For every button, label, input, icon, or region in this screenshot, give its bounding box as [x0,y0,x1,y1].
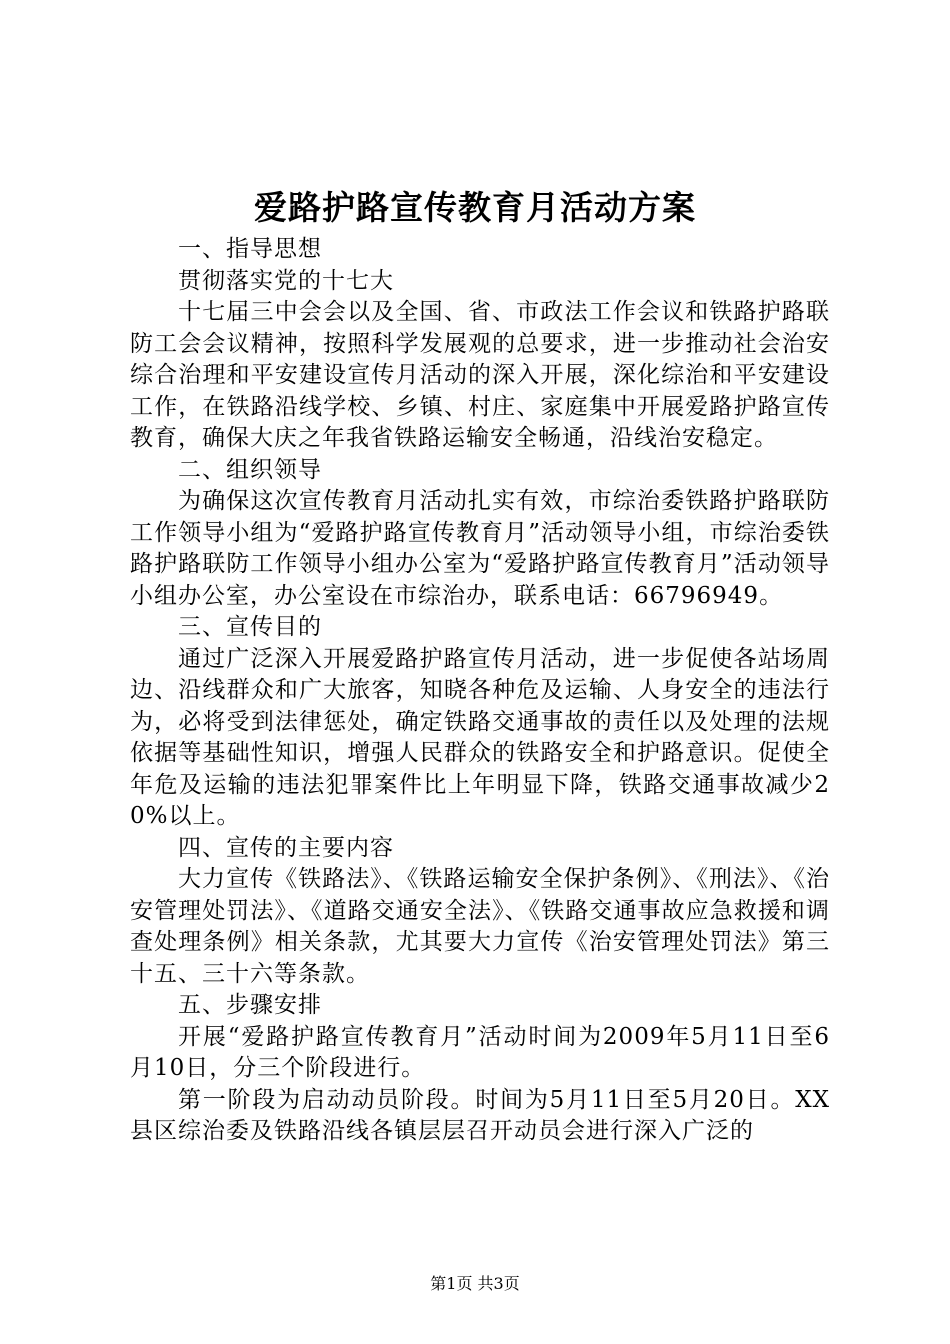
section-heading-main-content: 四、宣传的主要内容 [178,834,394,861]
paragraph: 开展“爱路护路宣传教育月”活动时间为2009年5月11日至6月10日，分三个阶段进行。 [130,1023,830,1081]
paragraph: 通过广泛深入开展爱路护路宣传月活动，进一步促使各站场周边、沿线群众和广大旅客，知晓各种危及运输、人身安全的违法行为，必将受到法律惩处，确定铁路交通事故的责任以及处理的法规依据等基础性知识，增强人民群众的铁路安全和护路意识。促使全年危及运输的违法犯罪案件比上年明显下降，铁路交通事故减少20%以上。 [130,645,830,829]
paragraph: 贯彻落实党的十七大 [178,267,394,294]
paragraph: 十七届三中会会以及全国、省、市政法工作会议和铁路护路联防工会会议精神，按照科学发展观的总要求，进一步推动社会治安综合治理和平安建设宣传月活动的深入开展，深化综治和平安建设工作，在铁路沿线学校、乡镇、村庄、家庭集中开展爱路护路宣传教育，确保大庆之年我省铁路运输安全畅通，沿线治安稳定。 [130,299,830,451]
page-number-footer: 第1页 共3页 [430,1274,520,1293]
section-heading-guiding-thought: 一、指导思想 [178,236,322,262]
section-heading-purpose: 三、宣传目的 [178,614,322,640]
document-title: 爱路护路宣传教育月活动方案 [254,188,696,227]
paragraph: 第一阶段为启动动员阶段。时间为5月11日至5月20日。XX县区综治委及铁路沿线各镇层层召开动员会进行深入广泛的 [130,1086,830,1144]
section-heading-steps: 五、步骤安排 [178,992,322,1018]
document-body [130,234,830,1148]
section-heading-organization: 二、组织领导 [178,456,322,483]
paragraph: 大力宣传《铁路法》、《铁路运输安全保护条例》、《刑法》、《治安管理处罚法》、《道路交通安全法》、《铁路交通事故应急救援和调查处理条例》相关条款，尤其要大力宣传《治安管理处罚法》第三十五、三十六等条款。 [130,866,830,987]
paragraph: 为确保这次宣传教育月活动扎实有效，市综治委铁路护路联防工作领导小组为“爱路护路宣传教育月”活动领导小组，市综治委铁路护路联防工作领导小组办公室为“爱路护路宣传教育月”活动领导小组办公室，办公室设在市综治办，联系电话：66796949。 [130,488,830,609]
